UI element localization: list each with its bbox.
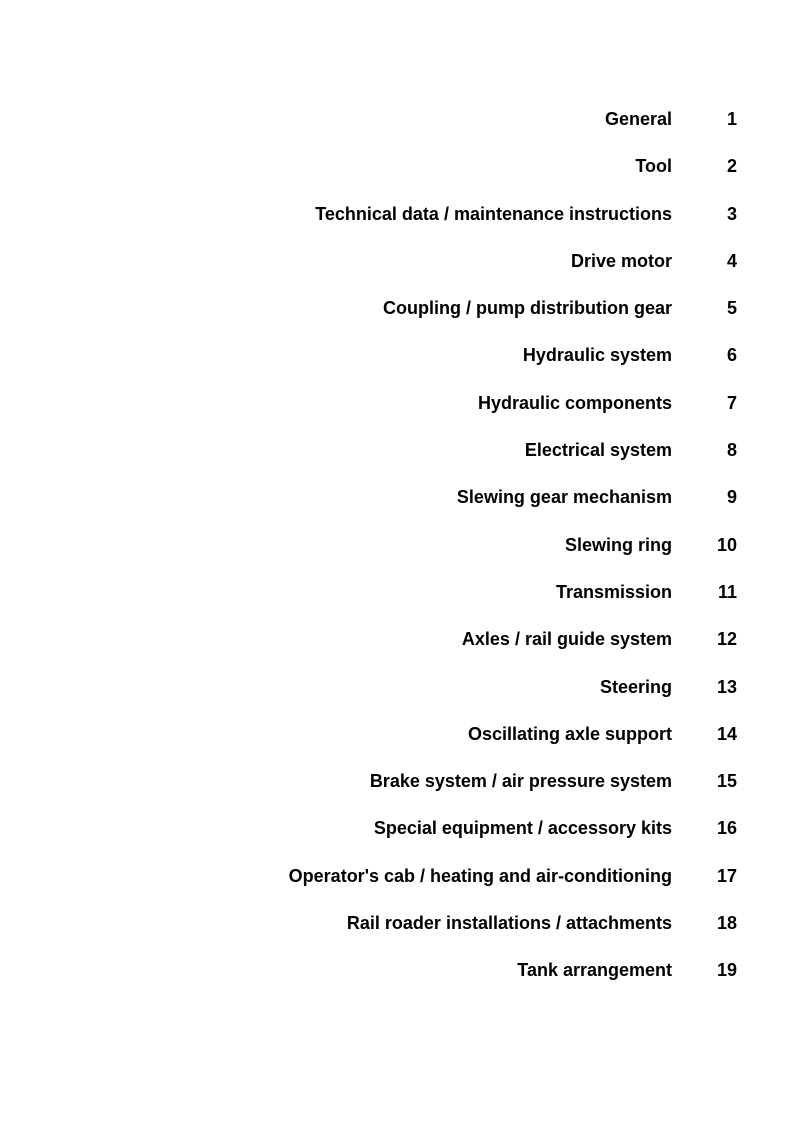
toc-entry-title: Hydraulic components <box>477 392 672 413</box>
toc-entry[interactable] <box>0 483 794 530</box>
toc-entry-number: 1 <box>726 109 737 129</box>
toc-entry-number: 16 <box>716 818 737 839</box>
toc-entry-number: 12 <box>716 629 737 650</box>
toc-entry-title: Steering <box>599 676 672 697</box>
toc-entry-number: 17 <box>716 865 737 886</box>
toc-entry-number: 2 <box>726 156 737 177</box>
toc-entry-title: Coupling / pump distribution gear <box>383 298 672 319</box>
toc-entry-title: General <box>604 109 672 129</box>
toc-entry-title: Electrical system <box>524 440 672 461</box>
table-of-contents <box>0 105 794 1004</box>
toc-entry-title: Rail roader installations / attachments <box>346 913 672 934</box>
toc-entry[interactable] <box>0 105 794 152</box>
toc-entry-number: 7 <box>726 392 737 413</box>
toc-entry-number: 5 <box>726 298 737 319</box>
toc-entry-number: 18 <box>716 913 737 934</box>
toc-entry[interactable] <box>0 152 794 199</box>
toc-entry-title: Drive motor <box>570 250 672 271</box>
toc-entry-number: 13 <box>716 676 737 697</box>
toc-entry-number: 3 <box>726 203 737 224</box>
toc-entry[interactable] <box>0 578 794 625</box>
toc-entry[interactable] <box>0 247 794 294</box>
toc-entry[interactable] <box>0 436 794 483</box>
toc-entry-number: 10 <box>716 534 737 555</box>
toc-entry-number: 9 <box>726 487 737 508</box>
toc-entry[interactable] <box>0 767 794 814</box>
toc-entry-title: Hydraulic system <box>522 345 672 366</box>
toc-entry-number: 8 <box>726 440 737 461</box>
toc-entry-title: Axles / rail guide system <box>461 629 672 650</box>
toc-entry[interactable] <box>0 862 794 909</box>
toc-entry[interactable] <box>0 200 794 247</box>
toc-entry-title: Technical data / maintenance instructions <box>315 203 672 224</box>
toc-entry-title: Brake system / air pressure system <box>369 771 672 792</box>
toc-entry-number: 4 <box>726 250 737 271</box>
toc-entry-title: Tool <box>635 156 672 177</box>
toc-entry[interactable] <box>0 531 794 578</box>
toc-entry-title: Slewing ring <box>564 534 672 555</box>
toc-entry[interactable] <box>0 814 794 861</box>
toc-entry-number: 15 <box>716 771 737 792</box>
toc-entry-number: 6 <box>726 345 737 366</box>
toc-entry-title: Transmission <box>555 581 672 602</box>
toc-entry[interactable] <box>0 720 794 767</box>
toc-entry-number: 19 <box>716 960 737 981</box>
toc-entry-title: Operator's cab / heating and air-conditioning <box>288 865 672 886</box>
toc-entry[interactable] <box>0 673 794 720</box>
toc-entry[interactable] <box>0 956 794 1003</box>
toc-entry[interactable] <box>0 909 794 956</box>
toc-entry-title: Oscillating axle support <box>467 723 672 744</box>
toc-entry-title: Slewing gear mechanism <box>456 487 672 508</box>
toc-entry-title: Special equipment / accessory kits <box>373 818 672 839</box>
toc-entry[interactable] <box>0 341 794 388</box>
toc-entry-number: 11 <box>717 581 737 602</box>
toc-entry[interactable] <box>0 389 794 436</box>
toc-entry[interactable] <box>0 625 794 672</box>
toc-entry[interactable] <box>0 294 794 341</box>
toc-entry-number: 14 <box>716 723 737 744</box>
toc-entry-title: Tank arrangement <box>517 960 672 981</box>
